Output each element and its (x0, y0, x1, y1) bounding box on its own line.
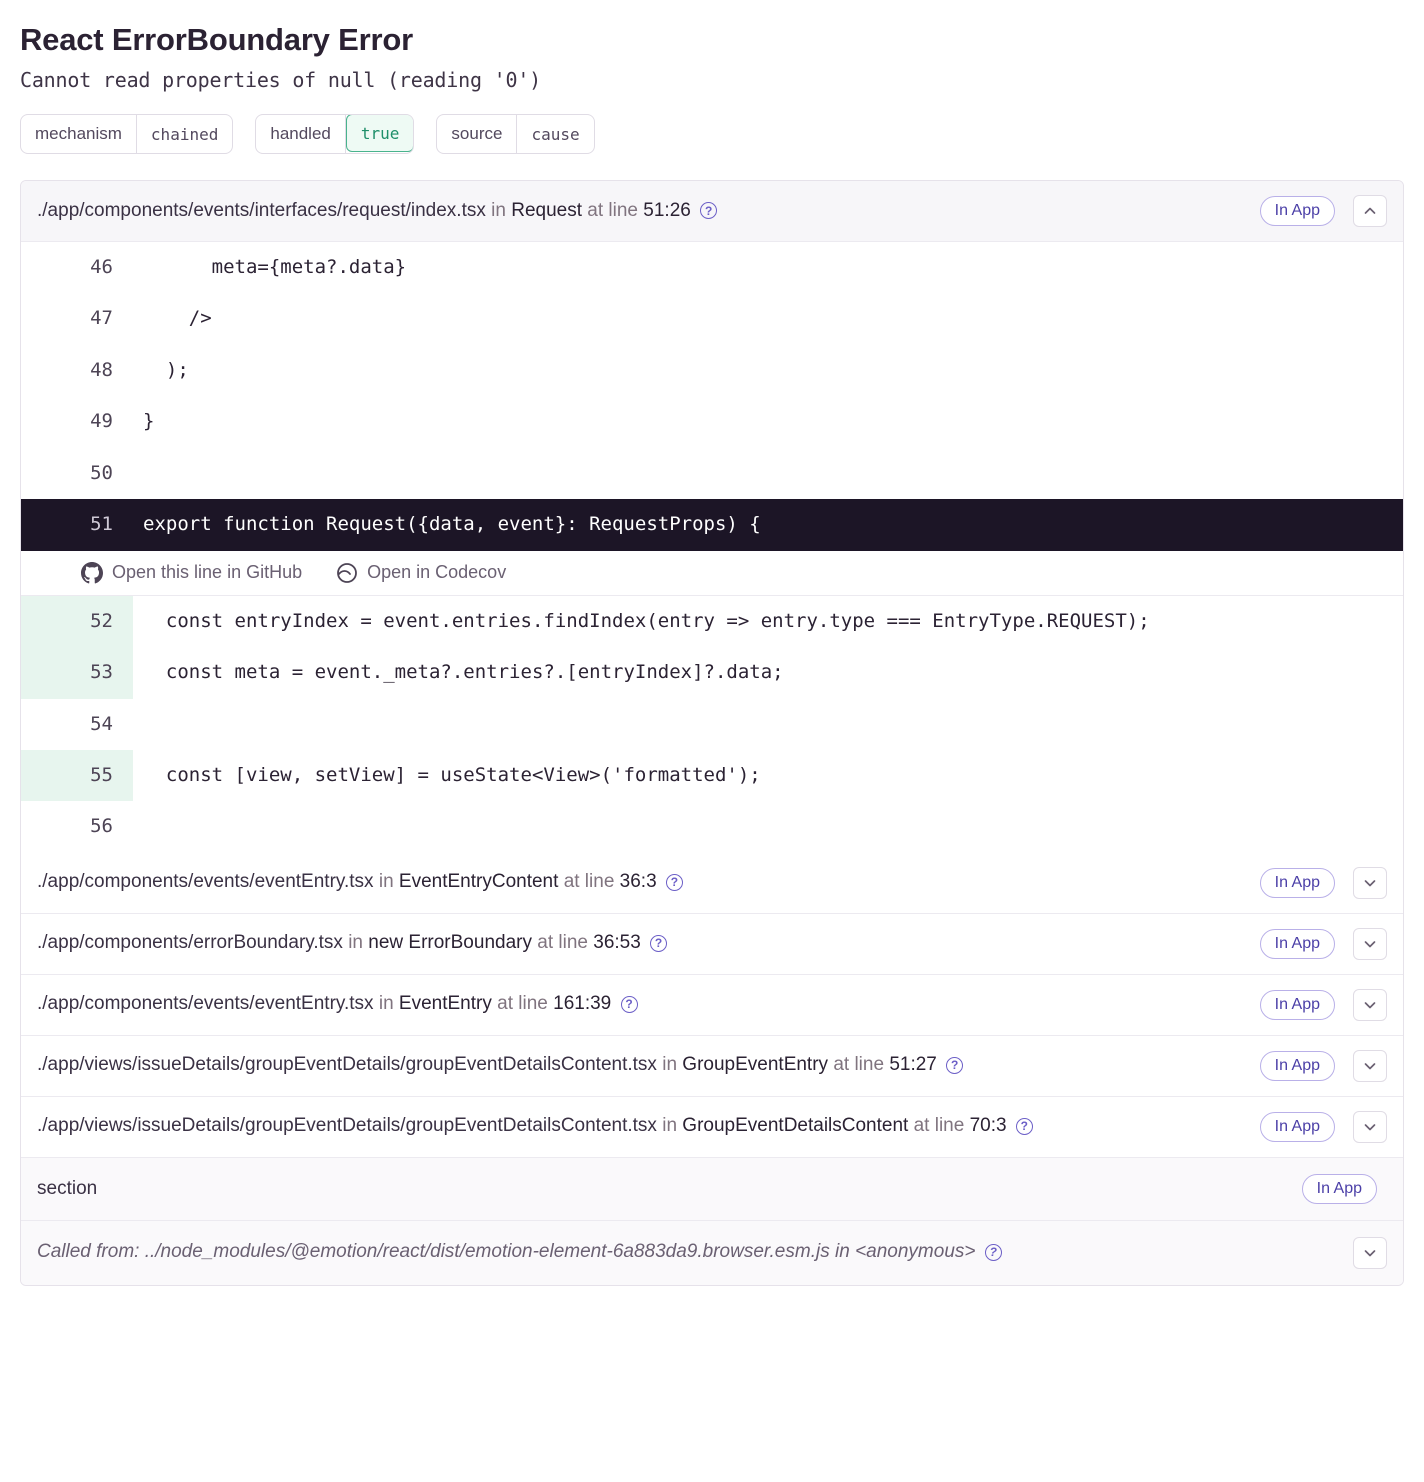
open-in-github-label: Open this line in GitHub (112, 562, 303, 583)
code-line (21, 750, 1403, 801)
code-line (21, 596, 1403, 647)
code-line (21, 448, 1403, 499)
frame-line: 51:27 (889, 1054, 937, 1076)
line-source: export function Request({data, event}: RequestProps) { (143, 513, 761, 536)
stack-frame-title (37, 198, 1252, 225)
frame-function: GroupEventDetailsContent (682, 1115, 909, 1137)
chevron-down-icon[interactable] (1353, 867, 1387, 899)
help-icon[interactable]: ? (985, 1244, 1002, 1261)
line-number: 56 (90, 815, 113, 838)
line-number: 51 (90, 513, 113, 536)
github-icon (81, 562, 103, 584)
frame-function: Request (511, 199, 583, 221)
chevron-down-icon[interactable] (1353, 989, 1387, 1021)
frame-in-word: in (348, 932, 363, 954)
chevron-down-icon[interactable] (1353, 928, 1387, 960)
frame-line: 51:26 (643, 199, 691, 221)
called-from-row[interactable] (21, 1221, 1403, 1285)
chevron-down-icon[interactable] (1353, 1050, 1387, 1082)
open-in-codecov-label: Open in Codecov (367, 562, 507, 583)
stack-frame-eventEntryContent[interactable] (21, 853, 1403, 914)
frame-filename: ./app/components/events/interfaces/request/index.tsx (37, 199, 486, 221)
line-number: 47 (90, 307, 113, 330)
called-from-text (37, 1239, 1345, 1266)
frame-line: 161:39 (553, 993, 612, 1015)
chevron-down-icon[interactable] (1353, 1111, 1387, 1143)
code-links (21, 551, 1403, 596)
stack-frame-groupEventEntry[interactable] (21, 1036, 1403, 1097)
called-from-in-word: in (829, 1241, 856, 1263)
frame-at-word: at line (913, 1115, 965, 1137)
frame-function: EventEntryContent (398, 871, 559, 893)
line-source: const entryIndex = event.entries.findIndex(entry => entry.type === EntryType.REQUEST); (143, 609, 1150, 632)
called-from-path: ../node_modules/@emotion/react/dist/emotion-element-6a883da9.browser.esm.js (144, 1241, 830, 1263)
stack-frame-title (37, 1113, 1252, 1140)
in-app-badge: In App (1260, 868, 1335, 898)
open-in-codecov-link[interactable] (336, 562, 506, 584)
stack-frame-header-request[interactable] (21, 181, 1403, 242)
stack-frame-title (37, 991, 1252, 1018)
line-number: 54 (90, 712, 113, 735)
stack-frame-title (37, 930, 1252, 957)
frame-function: new ErrorBoundary (368, 932, 532, 954)
stack-frame-title (37, 1052, 1252, 1079)
stack-frame-eventEntry[interactable] (21, 975, 1403, 1036)
chevron-up-icon[interactable] (1353, 195, 1387, 227)
code-context (21, 242, 1403, 853)
frame-line: 36:3 (619, 871, 657, 893)
frame-in-word: in (491, 199, 506, 221)
called-from-function: <anonymous> (855, 1241, 976, 1263)
stack-frame-title (37, 869, 1252, 896)
line-source (133, 801, 1403, 852)
in-app-badge: In App (1260, 1112, 1335, 1142)
code-line (21, 345, 1403, 396)
help-icon[interactable]: ? (650, 935, 667, 952)
line-number: 50 (90, 461, 113, 484)
open-in-github-link[interactable] (81, 562, 302, 584)
chevron-down-icon[interactable] (1353, 1237, 1387, 1269)
line-number: 46 (90, 256, 113, 278)
frame-filename: ./app/components/errorBoundary.tsx (37, 932, 343, 954)
help-icon[interactable]: ? (666, 874, 683, 891)
frame-at-word: at line (833, 1054, 885, 1076)
codecov-icon (336, 562, 358, 584)
frame-in-word: in (378, 871, 394, 893)
section-label: section (37, 1177, 98, 1199)
line-number: 55 (21, 750, 133, 801)
annotation-mechanism-value: chained (150, 124, 219, 144)
frame-in-word: in (662, 1054, 678, 1076)
annotation-handled[interactable] (255, 114, 414, 154)
code-line (21, 242, 1403, 293)
line-number: 52 (21, 596, 133, 647)
annotation-handled-key: handled (256, 115, 346, 153)
stack-frame-errorBoundary[interactable] (21, 914, 1403, 975)
annotation-source-key: source (437, 115, 517, 153)
code-line (21, 293, 1403, 344)
frame-filename: ./app/views/issueDetails/groupEventDetails/groupEventDetailsContent.tsx (37, 1054, 657, 1076)
annotation-mechanism-key: mechanism (21, 115, 137, 153)
code-line (21, 801, 1403, 852)
code-line (21, 647, 1403, 698)
line-source: } (143, 410, 155, 433)
line-source: const [view, setView] = useState<View>('formatted'); (143, 763, 761, 786)
line-source: const meta = event._meta?.entries?.[entryIndex]?.data; (143, 661, 784, 684)
line-source: /> (143, 307, 212, 330)
stack-frame-section[interactable] (21, 1158, 1403, 1221)
page-title: React ErrorBoundary Error (20, 22, 413, 57)
frame-line: 36:53 (593, 932, 641, 954)
annotation-pill-row (20, 114, 1404, 154)
annotation-source[interactable] (436, 114, 594, 154)
error-message: Cannot read properties of null (reading '0') (20, 68, 542, 92)
line-source (133, 448, 1403, 499)
annotation-mechanism[interactable] (20, 114, 233, 154)
line-source: meta={meta?.data} (143, 256, 407, 278)
frame-at-word: at line (497, 993, 548, 1015)
in-app-badge: In App (1260, 929, 1335, 959)
annotation-source-value: cause (531, 124, 580, 144)
code-line-active (21, 499, 1403, 550)
called-from-prefix: Called from: (37, 1241, 145, 1263)
help-icon[interactable]: ? (621, 996, 638, 1013)
line-number: 53 (21, 647, 133, 698)
stack-trace (20, 180, 1404, 1286)
frame-filename: ./app/components/events/eventEntry.tsx (37, 871, 374, 893)
frame-at-word: at line (537, 932, 588, 954)
frame-at-word: at line (587, 199, 638, 221)
line-source (133, 699, 1403, 750)
code-line (21, 699, 1403, 750)
frame-filename: ./app/views/issueDetails/groupEventDetails/groupEventDetailsContent.tsx (37, 1115, 657, 1137)
in-app-badge: In App (1260, 990, 1335, 1020)
help-icon[interactable]: ? (1016, 1118, 1033, 1135)
frame-in-word: in (378, 993, 394, 1015)
frame-line: 70:3 (969, 1115, 1007, 1137)
frame-in-word: in (662, 1115, 678, 1137)
in-app-badge: In App (1302, 1174, 1377, 1204)
frame-at-word: at line (563, 871, 615, 893)
line-number: 49 (90, 410, 113, 433)
annotation-handled-value: true (346, 114, 415, 152)
in-app-badge: In App (1260, 196, 1335, 226)
frame-filename: ./app/components/events/eventEntry.tsx (37, 993, 374, 1015)
code-line (21, 396, 1403, 447)
help-icon[interactable]: ? (946, 1057, 963, 1074)
line-source: ); (143, 358, 189, 381)
frame-function: GroupEventEntry (682, 1054, 829, 1076)
stack-frame-groupEventDetailsContent[interactable] (21, 1097, 1403, 1158)
line-number: 48 (90, 358, 113, 381)
help-icon[interactable]: ? (700, 202, 717, 219)
in-app-badge: In App (1260, 1051, 1335, 1081)
frame-function: EventEntry (398, 993, 492, 1015)
